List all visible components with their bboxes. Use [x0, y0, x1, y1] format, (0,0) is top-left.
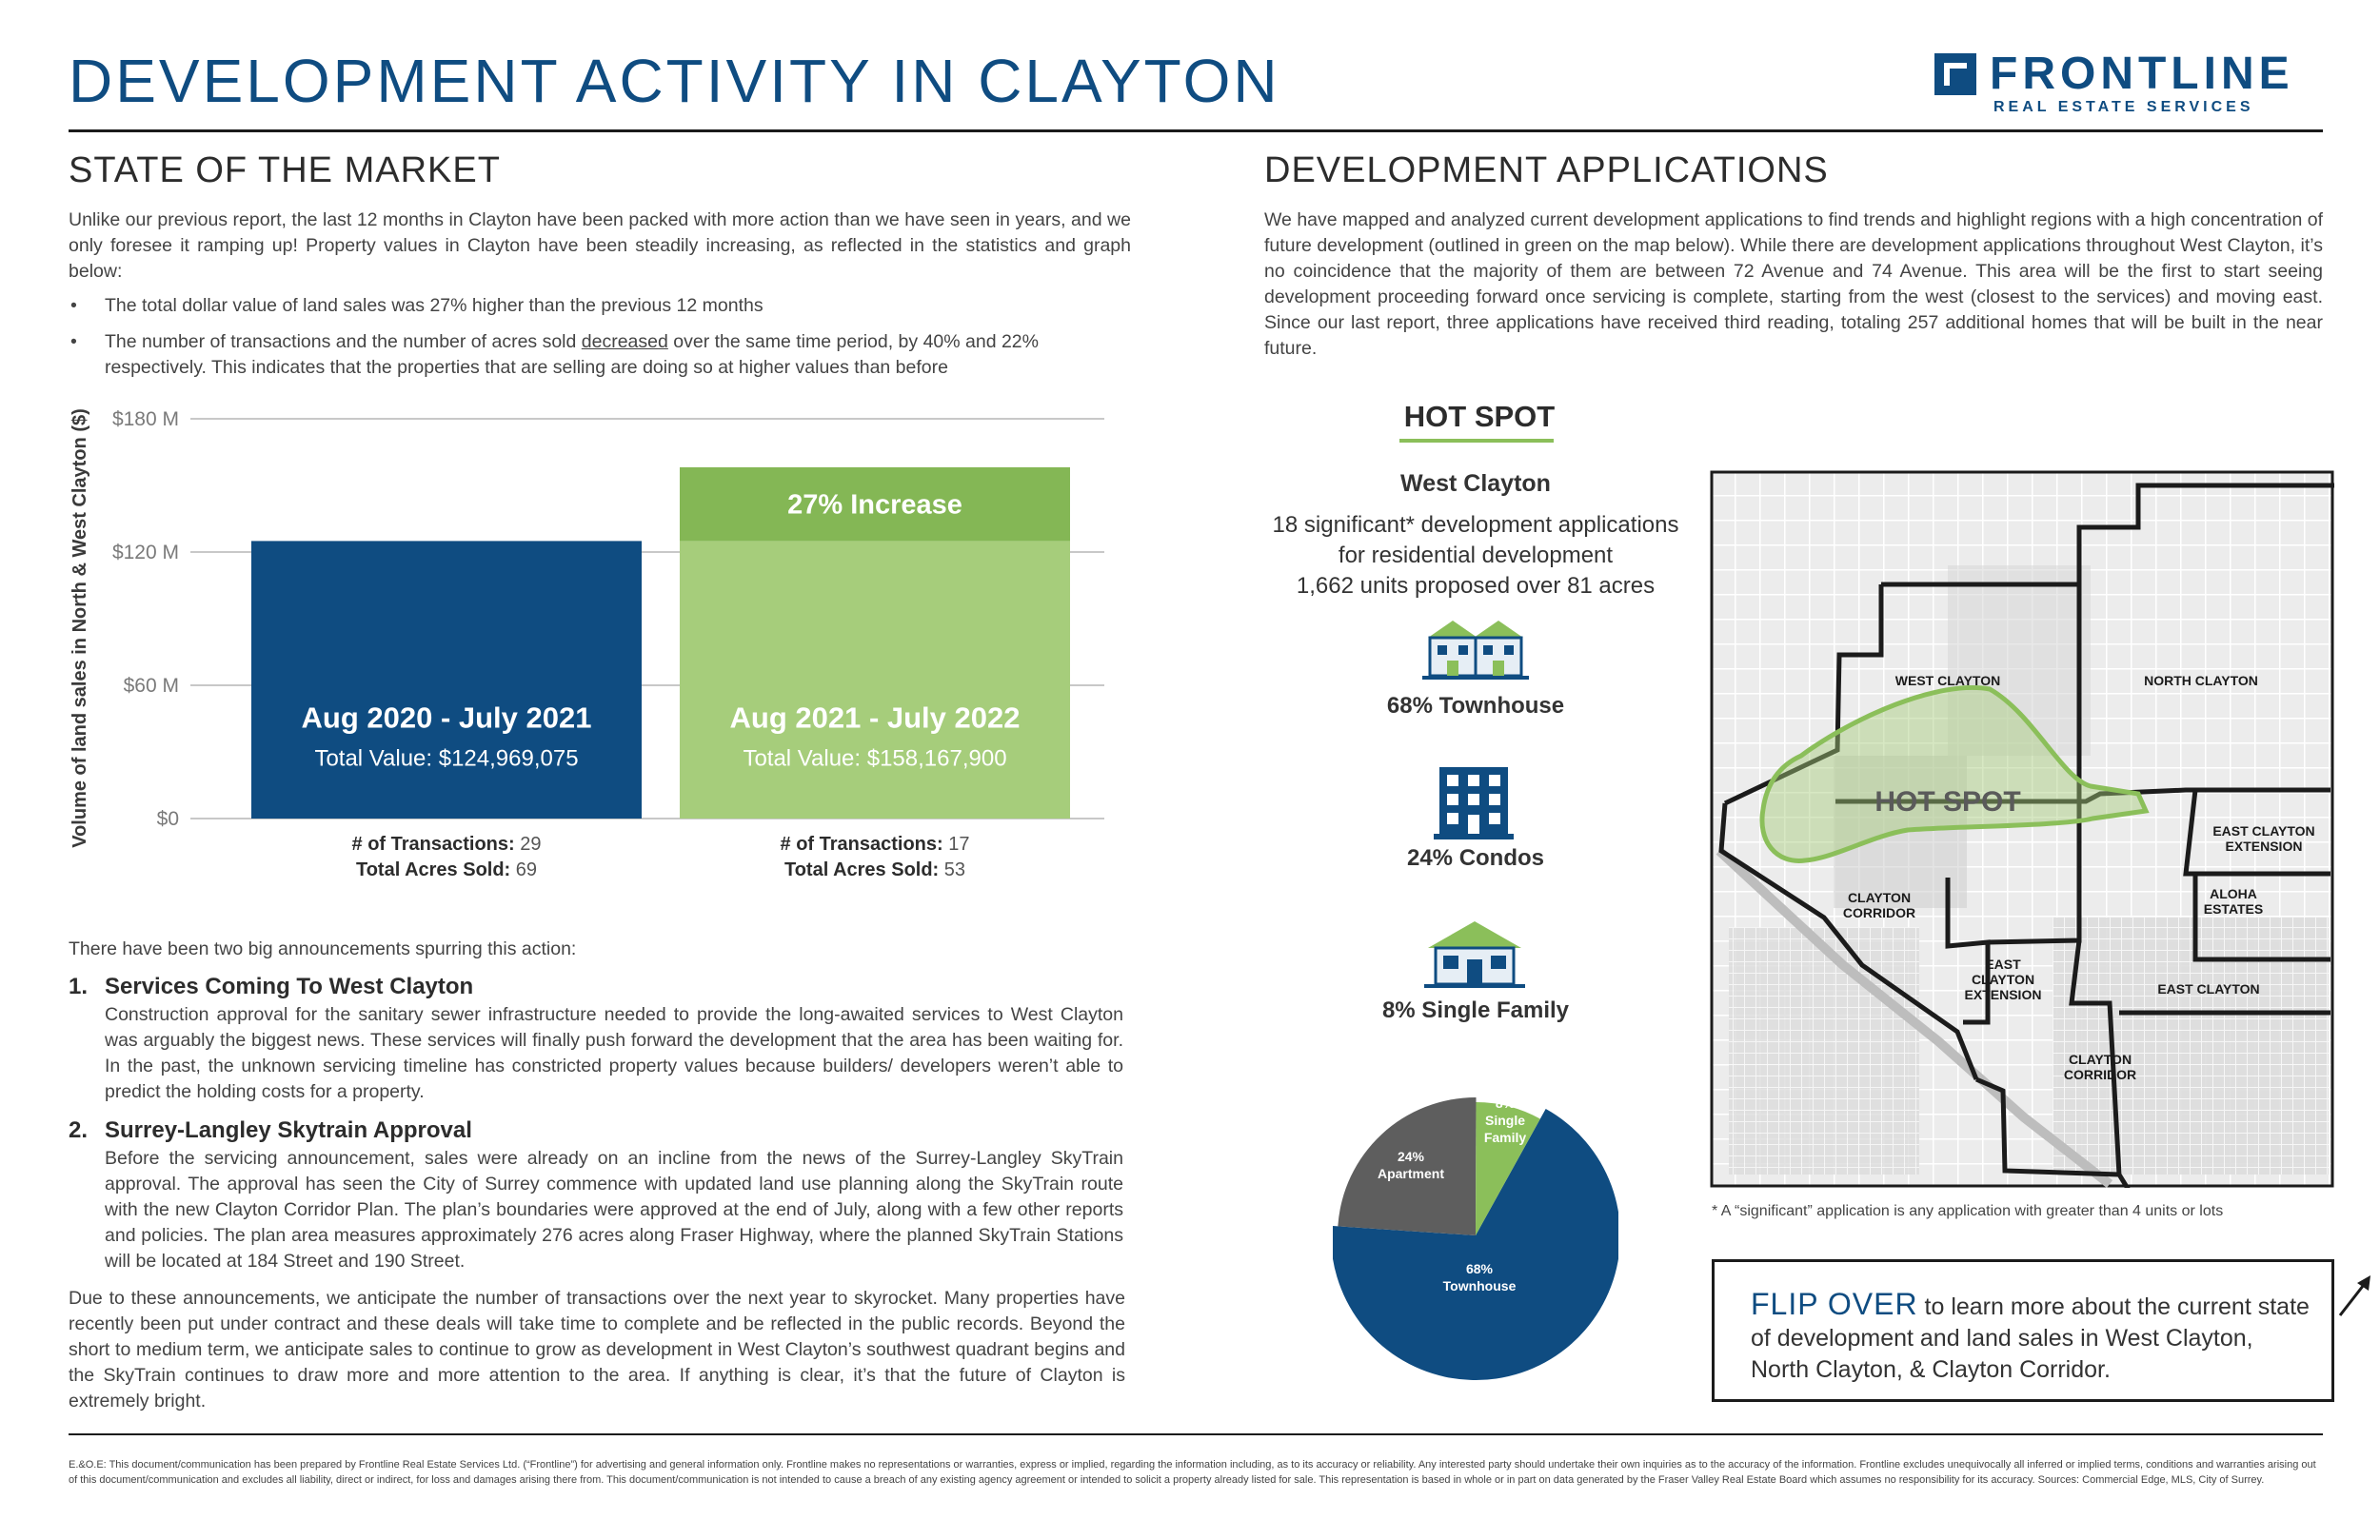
state-of-market-heading: STATE OF THE MARKET — [69, 150, 501, 190]
land-sales-bar-chart — [57, 400, 1142, 895]
increase-label: 27% Increase — [787, 489, 962, 521]
y-tick-label: $120 M — [111, 542, 179, 563]
hot-spot-area: West Clayton — [1400, 470, 1551, 497]
flip-arrow-icon — [2336, 1272, 2374, 1319]
map-label-east-clayton: EAST CLAYTON — [2157, 981, 2260, 997]
pie-label-family: Family — [1483, 1130, 1527, 1145]
unit-type-pie-chart — [1333, 1076, 1618, 1380]
footer-rule — [69, 1433, 2323, 1435]
map-label-west-clayton: WEST CLAYTON — [1894, 673, 2001, 688]
flip-over-body: to learn more about the current state of development and land sales in West Clayton, North Clayton, & Clayton Corridor. — [1751, 1293, 2310, 1383]
pie-label-townhouse: Townhouse — [1442, 1278, 1517, 1293]
map-label-east-clayton-ext-1: EAST CLAYTON — [2212, 823, 2315, 839]
flip-over-heading: FLIP OVER — [1751, 1287, 1918, 1321]
condos-percent: 24% Condos — [1406, 845, 1545, 871]
bullet-2-underlined: decreased — [581, 331, 668, 352]
bullet-2-pre: The number of transactions and the number of acres sold — [105, 331, 582, 352]
hot-spot-title: HOT SPOT — [1403, 400, 1556, 433]
map-label-north-clayton: NORTH CLAYTON — [2144, 673, 2258, 688]
y-tick-label: $0 — [156, 808, 179, 830]
announcement-1-number: 1. — [69, 974, 89, 999]
map-label-hot-spot: HOT SPOT — [1874, 786, 2021, 818]
pie-label-apartment: Apartment — [1377, 1166, 1445, 1181]
bar-category-label: Aug 2021 - July 2022 — [729, 701, 1021, 735]
single-family-house-icon — [1424, 918, 1525, 988]
pie-label-apartment-pct: 24% — [1397, 1149, 1425, 1164]
townhouse-icon — [1422, 617, 1529, 680]
footer-disclaimer: E.&O.E: This document/communication has been prepared by Frontline Real Estate Services Ltd. (“Frontline”) for advertising and general information only. Frontline makes no representations or warranties, express or implied, regarding the information including, as to its accuracy or reliability. Any interested party should undertake their own inquiries as to the accuracy of the information. Frontline excludes unequivocally all inferred or implied terms, conditions and warranties arising out of this document/communication and excludes all liability, direct or indirect, for loss and damages arising there from. This document/communication is not intended to cause a breach of any existing agency agreement or intended to solicit a property already listed for sale. This representation is based in whole or in part on data generated by the Fraser Valley Real Estate Board which assumes no responsibility for its accuracy. Sources: Commercial Edge, MLS, City of Surrey. — [69, 1459, 2316, 1486]
announcement-2-title: Surrey-Langley Skytrain Approval — [105, 1117, 472, 1143]
logo-name: FRONTLINE — [1990, 49, 2294, 99]
acres-label: Total Acres Sold: 53 — [783, 859, 966, 880]
clayton-area-map — [1710, 470, 2334, 1188]
significant-footnote: * A “significant” application is any application with greater than 4 units or lots — [1712, 1203, 2224, 1219]
transactions-label: # of Transactions: 29 — [351, 834, 542, 855]
y-tick-label: $60 M — [123, 675, 179, 697]
acres-label: Total Acres Sold: 69 — [355, 859, 538, 880]
bar-2021-2022-base — [680, 541, 1070, 819]
transactions-label: # of Transactions: 17 — [780, 834, 970, 855]
map-label-corridor-a-2: CORRIDOR — [1842, 905, 1916, 920]
pie-label-single: Single — [1484, 1113, 1526, 1128]
announcements-intro: There have been two big announcements spurring this action: — [69, 938, 577, 959]
bullet-1 — [70, 293, 1131, 319]
condo-building-icon — [1434, 763, 1514, 839]
flip-over-box — [1712, 1259, 2334, 1402]
announcement-2-number: 2. — [69, 1117, 89, 1143]
hot-spot-underline — [1399, 439, 1554, 443]
flip-over-text — [1751, 1289, 2312, 1386]
y-tick-label: $180 M — [111, 408, 179, 430]
header-rule — [69, 129, 2323, 132]
map-label-ece-3: EXTENSION — [1964, 987, 2042, 1002]
announcement-2-body: Before the servicing announcement, sales were already on an incline from the news of the Surrey-Langley SkyTrain approval. The approval has seen the City of Surrey commence with updated land use planning along the SkyTrain route with the new Clayton Corridor Plan. The plan’s boundaries were approved at the end of July, along with a few other reports and policies. The plan area measures approximately 276 acres along Fraser Highway, where the planned SkyTrain Stations will be located at 184 Street and 190 Street. — [105, 1148, 1123, 1272]
map-label-corridor-a-1: CLAYTON — [1847, 890, 1912, 905]
map-label-aloha-2: ESTATES — [2203, 901, 2264, 917]
bullet-1-text: The total dollar value of land sales was 27% higher than the previous 12 months — [105, 295, 764, 316]
townhouse-percent: 68% Townhouse — [1386, 693, 1565, 719]
bullet-2-post: over the same time period, by 40% and 22% respectively. This indicates that the properties that are selling are doing so at higher values than before — [105, 331, 1039, 378]
single-family-percent: 8% Single Family — [1381, 997, 1570, 1023]
hot-spot-line-1: 18 significant* development applications — [1272, 512, 1679, 538]
dev-applications-heading: DEVELOPMENT APPLICATIONS — [1264, 150, 1829, 190]
bar-value-label: Total Value: $158,167,900 — [743, 745, 1007, 772]
bullet-dot: • — [70, 331, 77, 352]
announcement-1-title: Services Coming To West Clayton — [105, 974, 474, 999]
bar-category-label: Aug 2020 - July 2021 — [301, 701, 592, 735]
pie-label-townhouse-pct: 68% — [1465, 1261, 1494, 1276]
map-label-aloha-1: ALOHA — [2210, 886, 2257, 901]
hot-spot-line-2: for residential development — [1338, 543, 1614, 568]
announcement-1-body: Construction approval for the sanitary sewer infrastructure needed to provide the long-awaited services to West Clayton was arguably the biggest news. These services will finally push forward the development that the area has been waiting for. In the past, the unknown servicing timeline has constricted property values because builders/ developers weren’t able to predict the holding costs for a property. — [105, 1004, 1123, 1102]
page-title: DEVELOPMENT ACTIVITY IN CLAYTON — [69, 47, 1280, 115]
map-label-east-clayton-ext-2: EXTENSION — [2225, 839, 2303, 854]
frontline-logo-icon — [1934, 53, 1976, 95]
logo-subtitle: REAL ESTATE SERVICES — [1993, 99, 2254, 115]
bullet-2 — [70, 329, 1131, 381]
bullet-dot: • — [70, 295, 77, 316]
bar-2020-2021 — [251, 541, 642, 819]
y-axis-label: Volume of land sales in North & West Clayton ($) — [69, 408, 90, 848]
hot-spot-line-3: 1,662 units proposed over 81 acres — [1296, 573, 1656, 599]
map-label-ece-2: CLAYTON — [1971, 972, 2035, 987]
map-label-corridor-b-2: CORRIDOR — [2063, 1067, 2137, 1082]
bar-value-label: Total Value: $124,969,075 — [314, 745, 579, 772]
map-label-corridor-b-1: CLAYTON — [2068, 1052, 2132, 1067]
market-intro: Unlike our previous report, the last 12 months in Clayton have been packed with more action than we have seen in years, and we only foresee it ramping up! Property values in Clayton have been steadily increasing, as reflected in the statistics and graph below: — [69, 209, 1131, 282]
dev-applications-intro: We have mapped and analyzed current development applications to find trends and highlight regions with a high concentration of future development (outlined in green on the map below). While there are development applications throughout West Clayton, it’s no coincidence that the majority of them are between 72 Avenue and 74 Avenue. This area will be the first to start seeing development proceeding forward once servicing is complete, starting from the west (closest to the services) and moving east. Since our last report, three applications have received third reading, totaling 257 additional homes that will be built in the near future. — [1264, 209, 2323, 359]
map-label-ece-1: EAST — [1985, 957, 2021, 972]
pie-label-single-pct: 8% — [1495, 1096, 1516, 1111]
conclusion-paragraph: Due to these announcements, we anticipate the number of transactions over the next year to skyrocket. Many properties have recently been put under contract and these deals will take time to complete and be reflected in the public records. Beyond the short to medium term, we anticipate sales to continue to grow as development in West Clayton’s southwest quadrant begins and the SkyTrain continues to draw more and more attention to the area. If anything is clear, it’s that the future of Clayton is extremely bright. — [69, 1288, 1125, 1412]
